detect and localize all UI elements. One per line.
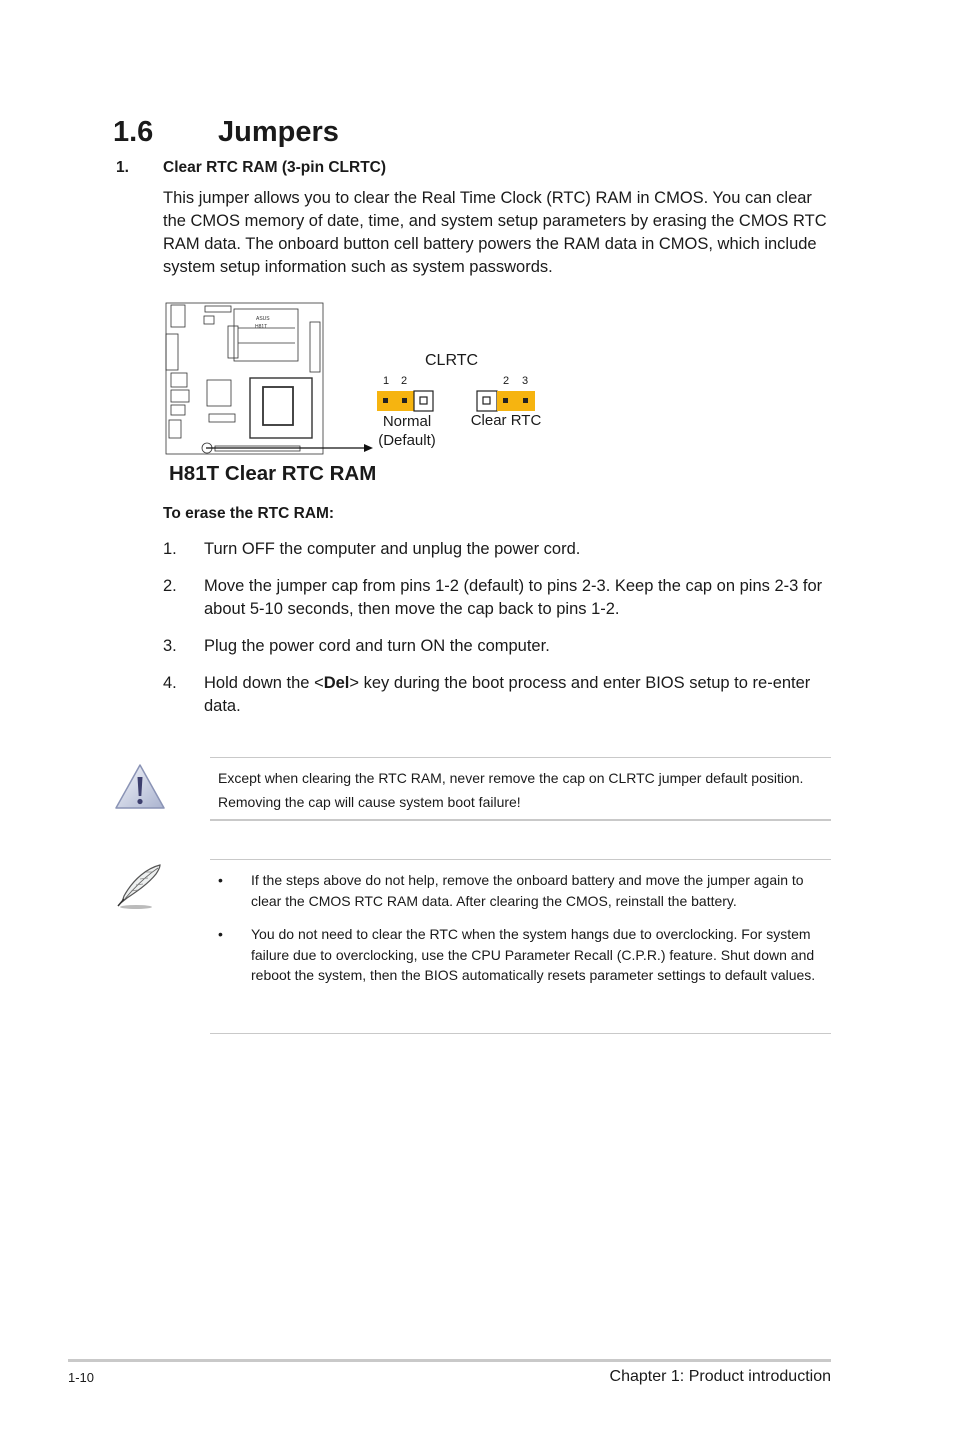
item-number: 1. [116,159,129,176]
pin-2-normal [402,398,407,403]
normal-label-line2: (Default) [378,432,436,449]
normal-label-line1: Normal [382,413,432,430]
step-item [163,672,833,718]
step-item [163,538,833,561]
caution-text: Except when clearing the RTC RAM, never remove the cap on CLRTC jumper default position. Removing the cap will cause system boot failure! [218,770,804,810]
step-item [163,575,833,621]
bullet: • [218,872,223,888]
step-text: Plug the power cord and turn ON the computer. [204,637,550,655]
del-key: Del [323,674,350,692]
pin-label-1: 1 [383,375,390,387]
board-logo: ASUS [256,316,270,322]
section-number: 1.6 [113,116,154,148]
io-port-5 [171,405,185,415]
chapter-title: Chapter 1: Product introduction [609,1368,831,1385]
io-port-2 [166,334,178,370]
step-number: 2. [163,577,177,595]
note-top-rule [210,859,831,860]
pin-1-normal [383,398,388,403]
section-title [113,116,339,149]
pin-1-clear [483,397,490,404]
chipset [207,380,231,406]
step-text-post: > key during the boot process and enter BIOS setup to re-enter data. [204,674,811,715]
io-port-1 [171,305,185,327]
cpu-core [263,387,293,425]
board-model: H81T [255,324,268,330]
step-text: Move the jumper cap from pins 1-2 (default) to pins 2-3. Keep the cap on pins 2-3 for about 5-10 seconds, then move the cap back to pins 1-2. [204,577,823,618]
audio-jacks [169,420,181,438]
atx-connector [228,326,238,358]
figure-title: H81T Clear RTC RAM [169,462,377,485]
step-number: 1. [163,540,177,558]
pin-3-normal [420,397,427,404]
motherboard-diagram [160,298,380,460]
caution-bottom-rule [210,819,831,821]
page-number: 1-10 [68,1370,95,1385]
pin-label-3: 3 [522,375,529,387]
footer-rule [68,1359,831,1362]
caution-top-rule [210,757,831,758]
jumper-name: CLRTC [425,352,479,369]
step-text-pre: Hold down the < [204,674,324,692]
pin-2-clear [503,398,508,403]
top-header [205,306,231,312]
jumper-normal-graphic [376,390,434,412]
notes-list [218,870,818,999]
step-text: Turn OFF the computer and unplug the power cord. [204,540,581,558]
step-number: 4. [163,674,177,692]
step-number: 3. [163,637,177,655]
intro-paragraph: This jumper allows you to clear the Real Time Clock (RTC) RAM in CMOS. You can clear the CMOS memory of date, time, and system setup parameters by erasing the CMOS RTC RAM data. The onboard button cell battery powers the RAM data in CMOS, which include system setup information such as system passwords. [163,189,827,276]
section-title-text: Jumpers [218,116,339,148]
sata-block [209,414,235,422]
pin-label-2b: 2 [503,375,510,387]
io-port-3 [171,373,187,387]
erase-title: To erase the RTC RAM: [163,505,335,522]
note-item [218,924,818,986]
note-text: You do not need to clear the RTC when the system hangs due to overclocking. For system failure due to overclocking, use the CPU Parameter Recall (C.P.R.) feature. Shut down and reboot the system, then the BIOS automatically resets parameter settings to default values. [251,926,816,983]
clear-rtc-label: Clear RTC [470,412,542,429]
pin-3-clear [523,398,528,403]
jumper-cap-clear [497,391,535,411]
note-item [218,870,818,911]
item-title: Clear RTC RAM (3-pin CLRTC) [163,159,387,176]
feather-pen-icon [112,862,164,910]
jumper-cap-normal [377,391,414,411]
note-bottom-rule [210,1033,831,1034]
step-item [163,635,833,658]
edge-connector [310,322,320,372]
bullet: • [218,926,223,942]
pin-label-2: 2 [401,375,408,387]
io-port-4 [171,390,189,402]
warning-icon [113,762,167,812]
note-text: If the steps above do not help, remove the onboard battery and move the jumper again to clear the CMOS RTC RAM data. After clearing the CMOS, reinstall the battery. [251,872,804,909]
normal-label [370,412,444,450]
header-small [204,316,214,324]
jumper-clear-graphic [476,390,536,412]
erase-steps [163,538,833,732]
